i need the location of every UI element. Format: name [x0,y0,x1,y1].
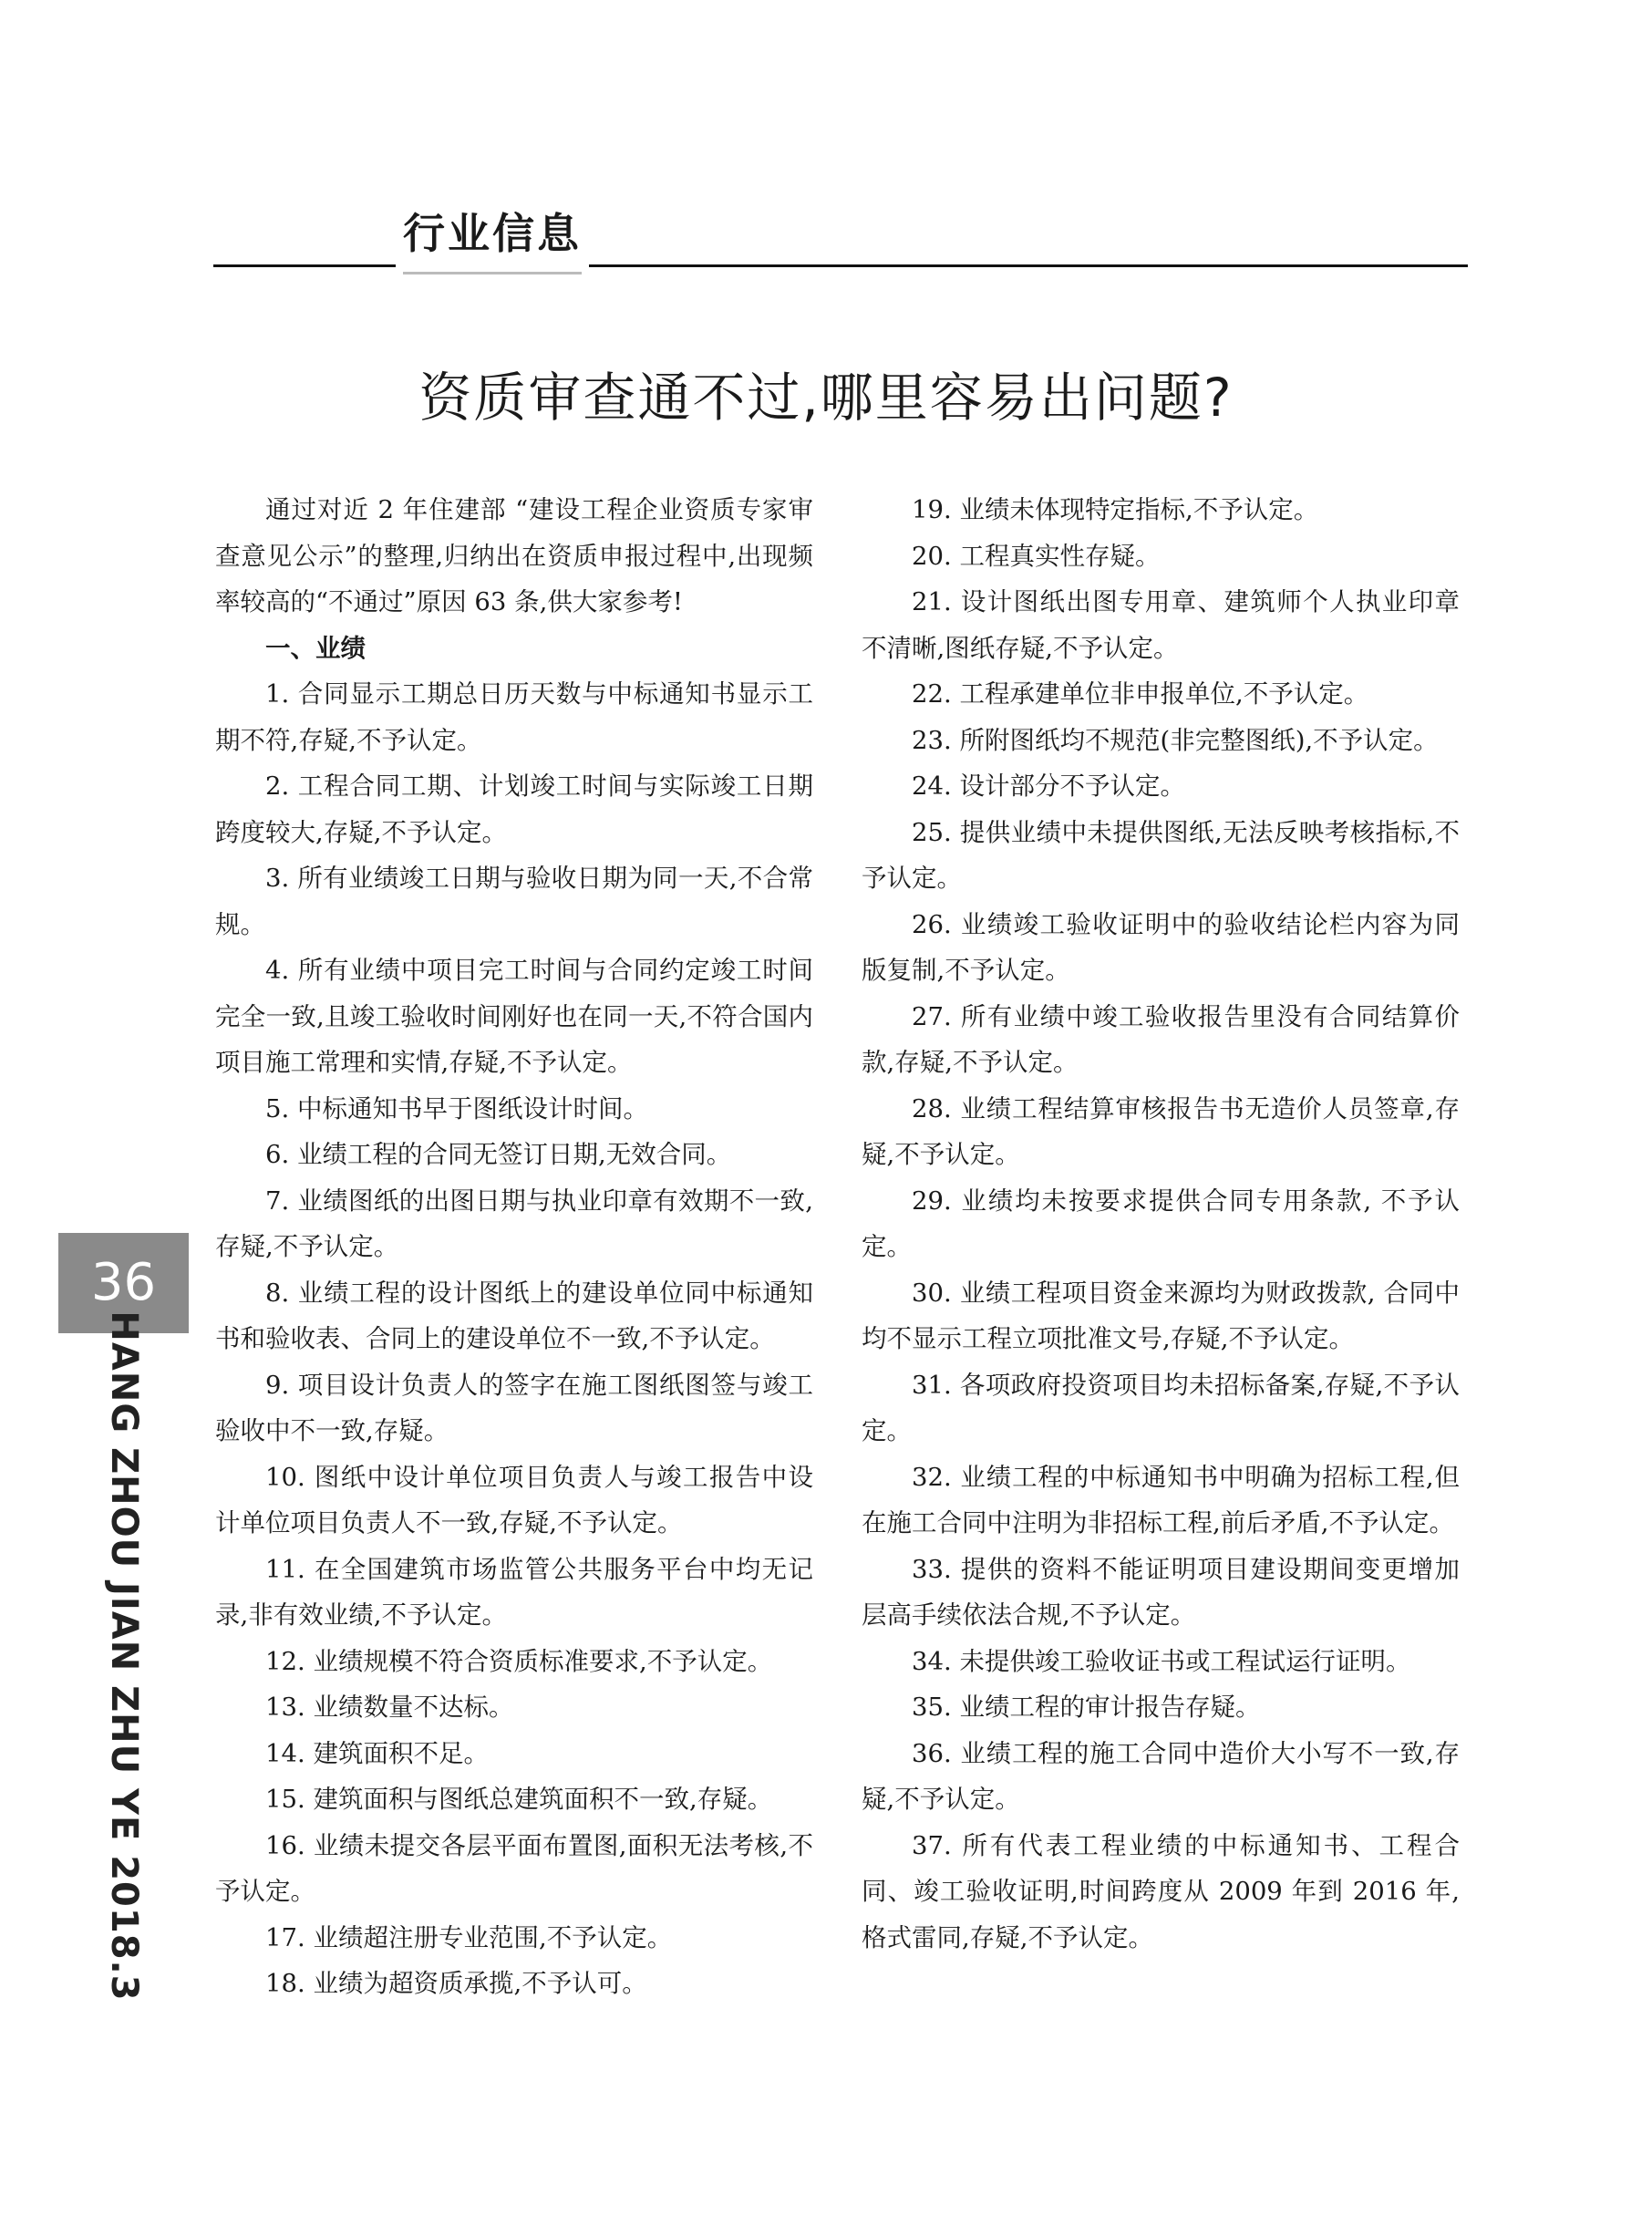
list-item: 15. 建筑面积与图纸总建筑面积不一致,存疑。 [265,1785,773,1814]
section-heading: 一、业绩 [265,633,366,663]
list-item: 5. 中标通知书早于图纸设计时间。 [265,1093,648,1123]
page-number: 36 [58,1233,189,1333]
list-item: 17. 业绩超注册专业范围,不予认定。 [265,1922,673,1952]
list-item: 14. 建筑面积不足。 [265,1738,489,1768]
section-title: 行业信息 [403,208,582,274]
list-item: 13. 业绩数量不达标。 [265,1693,514,1722]
list-item: 8. 业绩工程的设计图纸上的建设单位同中标通知书和验收表、合同上的建设单位不一致,不予认定。 [215,1278,813,1353]
list-item: 35. 业绩工程的审计报告存疑。 [912,1693,1261,1722]
list-item: 6. 业绩工程的合同无签订日期,无效合同。 [265,1140,732,1169]
list-item: 33. 提供的资料不能证明项目建设期间变更增加层高手续依法合规,不予认定。 [862,1554,1460,1630]
list-item: 37. 所有代表工程业绩的中标通知书、工程合同、竣工验收证明,时间跨度从 2009 年到 2016 年,格式雷同,存疑,不予认定。 [862,1830,1460,1952]
list-item: 25. 提供业绩中未提供图纸,无法反映考核指标,不予认定。 [862,817,1460,893]
running-footer-wrap [58,1310,189,2002]
list-item: 7. 业绩图纸的出图日期与执业印章有效期不一致,存疑,不予认定。 [215,1185,813,1261]
right-column [862,487,1460,1961]
list-item: 32. 业绩工程的中标通知书中明确为招标工程,但在施工合同中注明为非招标工程,前后矛盾,不予认定。 [862,1462,1460,1537]
running-footer: HANG ZHOU JIAN ZHU YE 2018.3 [103,1310,145,2002]
list-item: 3. 所有业绩竣工日期与验收日期为同一天,不合常规。 [215,864,813,939]
list-item: 27. 所有业绩中竣工验收报告里没有合同结算价款,存疑,不予认定。 [862,1001,1460,1077]
list-item: 10. 图纸中设计单位项目负责人与竣工报告中设计单位项目负责人不一致,存疑,不予认定。 [215,1462,813,1537]
list-item: 11. 在全国建筑市场监管公共服务平台中均无记录,非有效业绩,不予认定。 [215,1554,813,1630]
list-item: 34. 未提供竣工验收证书或工程试运行证明。 [912,1646,1411,1676]
list-item: 1. 合同显示工期总日历天数与中标通知书显示工期不符,存疑,不予认定。 [215,679,813,755]
header-rule-left [213,264,396,267]
list-item: 26. 业绩竣工验收证明中的验收结论栏内容为同版复制,不予认定。 [862,909,1460,985]
list-item: 19. 业绩未体现特定指标,不予认定。 [912,495,1319,524]
header-rule-right [589,264,1468,267]
list-item: 30. 业绩工程项目资金来源均为财政拨款, 合同中均不显示工程立项批准文号,存疑,不予认定。 [862,1278,1460,1353]
list-item: 21. 设计图纸出图专用章、建筑师个人执业印章不清晰,图纸存疑,不予认定。 [862,587,1460,663]
list-item: 36. 业绩工程的施工合同中造价大小写不一致,存疑,不予认定。 [862,1738,1460,1814]
list-item: 28. 业绩工程结算审核报告书无造价人员签章,存疑,不予认定。 [862,1093,1460,1169]
list-item: 23. 所附图纸均不规范(非完整图纸),不予认定。 [912,725,1439,755]
list-item: 22. 工程承建单位非申报单位,不予认定。 [912,679,1369,709]
list-item: 4. 所有业绩中项目完工时间与合同约定竣工时间完全一致,且竣工验收时间刚好也在同一天,不符合国内项目施工常理和实情,存疑,不予认定。 [215,956,813,1077]
list-item: 12. 业绩规模不符合资质标准要求,不予认定。 [265,1646,773,1676]
list-item: 20. 工程真实性存疑。 [912,541,1161,571]
list-item: 2. 工程合同工期、计划竣工时间与实际竣工日期跨度较大,存疑,不予认定。 [215,771,813,847]
list-item: 18. 业绩为超资质承揽,不予认可。 [265,1969,647,1998]
list-item: 29. 业绩均未按要求提供合同专用条款, 不予认定。 [862,1185,1460,1261]
left-column [215,487,813,2007]
article-title: 资质审查通不过,哪里容易出问题? [418,367,1234,429]
list-item: 31. 各项政府投资项目均未招标备案,存疑,不予认定。 [862,1370,1460,1445]
section-header [213,208,1468,272]
list-item: 16. 业绩未提交各层平面布置图,面积无法考核,不予认定。 [215,1830,813,1906]
list-item: 24. 设计部分不予认定。 [912,771,1185,801]
intro-paragraph: 通过对近 2 年住建部 “建设工程企业资质专家审查意见公示”的整理,归纳出在资质申报过程中,出现频率较高的“不通过”原因 63 条,供大家参考! [215,495,813,616]
list-item: 9. 项目设计负责人的签字在施工图纸图签与竣工验收中不一致,存疑。 [215,1370,813,1445]
